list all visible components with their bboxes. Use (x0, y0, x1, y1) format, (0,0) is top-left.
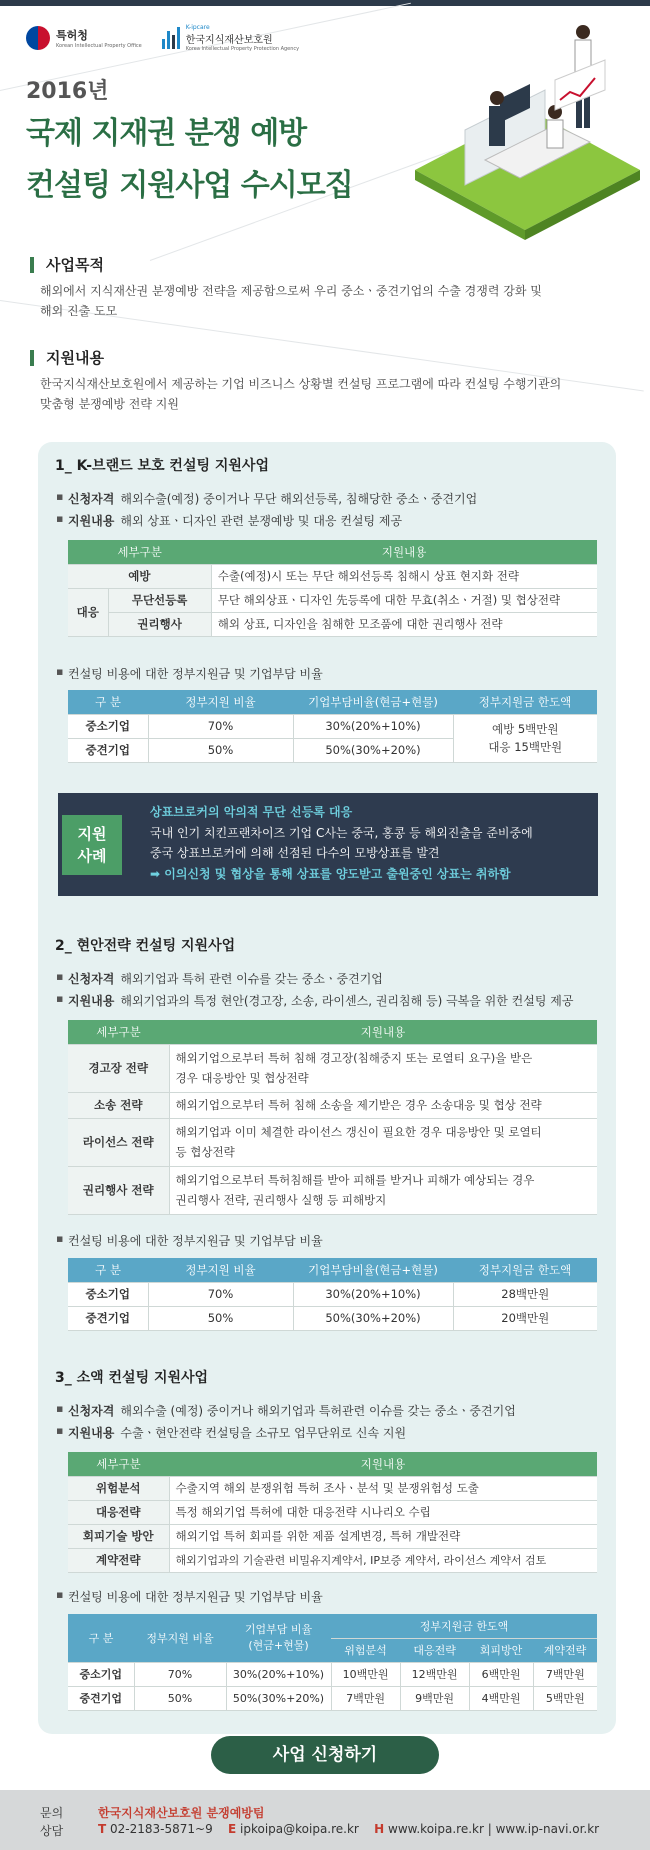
program2-eligibility: ▪ 신청자격 해외기업과 특허 관련 이슈를 갖는 중소ㆍ중견기업 (68, 970, 383, 987)
program2-cost-table (68, 1258, 597, 1331)
table-row: 경고장 전략 해외기업으로부터 특허 침해 경고장(침해중지 또는 로열티 요구)을 받은 경우 대응방안 및 협상전략 (68, 1044, 597, 1092)
kipo-subname: Korean Intellectual Property Office (56, 43, 142, 49)
purpose-line1: 해외에서 지식재산권 분쟁예방 전략을 제공함으로써 우리 중소ㆍ중견기업의 수출 경쟁력 강화 및 (40, 284, 542, 298)
table-subheader: 위험분석 대응전략 회피방안 계약전략 (68, 1638, 597, 1662)
table-row: 대응 무단선등록 무단 해외상표ㆍ디자인 先등록에 대한 무효(취소ㆍ거절) 및 협상전략 (68, 588, 597, 612)
program1-cost-label: ▪ 컨설팅 비용에 대한 정부지원금 및 기업부담 비율 (68, 665, 323, 682)
purpose-text (40, 281, 620, 321)
table-header: 구 분 정부지원 비율 기업부담비율(현금+현물) 정부지원금 한도액 (68, 690, 597, 714)
table-row: 권리행사 해외 상표, 디자인을 침해한 모조품에 대한 권리행사 전략 (68, 612, 597, 636)
table-row: 소송 전략 해외기업으로부터 특허 침해 소송을 제기받은 경우 소송대응 및 협상 전략 (68, 1092, 597, 1118)
year-label: 2016년 (26, 79, 109, 104)
table-row: 대응전략 특정 해외기업 특허에 대한 대응전략 시나리오 수립 (68, 1500, 597, 1524)
table-header: 구 분 정부지원 비율 기업부담비율(현금+현물) 정부지원금 한도액 (68, 1258, 597, 1282)
table-row: 권리행사 전략 해외기업으로부터 특허침해를 받아 피해를 받거나 피해가 예상되는 경우 권리행사 전략, 권리행사 실행 등 피해방지 (68, 1166, 597, 1214)
table-row: 예방 수출(예정)시 또는 무단 해외선등록 침해시 상표 현지화 전략 (68, 564, 597, 588)
section-support-heading: 지원내용 (30, 350, 104, 366)
email-link[interactable]: ipkoipa@koipa.re.kr (240, 1822, 359, 1836)
table-row: 중소기업 70% 30%(20%+10%) 10백만원 12백만원 6백만원 7백만원 (68, 1662, 597, 1686)
program3-heading: 3_ 소액 컨설팅 지원사업 (55, 1370, 209, 1386)
page-title-line2: 컨설팅 지원사업 수시모집 (26, 168, 353, 203)
limit-cell: 예방 5백만원 대응 15백만원 (453, 714, 597, 762)
program3-cost-label: ▪ 컨설팅 비용에 대한 정부지원금 및 기업부담 비율 (68, 1588, 323, 1605)
program3-cost-table (68, 1614, 597, 1711)
koipa-name: 한국지식재산보호원 (185, 35, 273, 46)
support-line1: 한국지식재산보호원에서 제공하는 기업 비즈니스 상황별 컨설팅 프로그램에 따라 컨설팅 수행기관의 (40, 377, 562, 391)
case-result: ➡ 이의신청 및 협상을 통해 상표를 양도받고 출원중인 상표는 취하함 (150, 867, 511, 881)
support-text (40, 374, 620, 414)
footer-org: 한국지식재산보호원 분쟁예방팀 (98, 1806, 265, 1820)
program3-content: ▪ 지원내용 수출ㆍ현안전략 컨설팅을 소규모 업무단위로 신속 지원 (68, 1424, 406, 1441)
program1-cost-table (68, 690, 597, 763)
table-header: 세부구분 지원내용 (68, 1452, 597, 1476)
koipa-subname: Korea Intellectual Property Protection Agency (185, 46, 300, 52)
logo-bar (26, 24, 299, 52)
table-row: 중견기업 50% 50%(30%+20%) 20백만원 (68, 1306, 597, 1330)
program2-cost-label: ▪ 컨설팅 비용에 대한 정부지원금 및 기업부담 비율 (68, 1232, 323, 1249)
support-case-box (58, 793, 598, 896)
program1-content: ▪ 지원내용 해외 상표ㆍ디자인 관련 분쟁예방 및 대응 컨설팅 제공 (68, 512, 402, 529)
program2-detail-table (68, 1020, 597, 1215)
table-row: 라이선스 전략 해외기업과 이미 체결한 라이선스 갱신이 필요한 경우 대응방안 및 로열티 등 협상전략 (68, 1118, 597, 1166)
case-body: 국내 인기 치킨프랜차이즈 기업 C사는 중국, 홍콩 등 해외진출을 준비중에 중국 상표브로커에 의해 선점된 다수의 모방상표를 발견 (150, 826, 533, 860)
taegeuk-icon (26, 26, 50, 50)
program1-detail-table (68, 540, 597, 637)
website-link[interactable]: www.koipa.re.kr | www.ip-navi.or.kr (388, 1822, 600, 1836)
office-meeting-illustration (405, 20, 640, 240)
apply-button[interactable]: 사업 신청하기 (211, 1736, 439, 1774)
footer-contacts: T 02-2183-5871~9 E ipkoipa@koipa.re.kr H www.koipa.re.kr | www.ip-navi.or.kr (98, 1822, 600, 1836)
program3-eligibility: ▪ 신청자격 해외수출 (예정) 중이거나 해외기업과 특허관련 이슈를 갖는 중소ㆍ중견기업 (68, 1402, 516, 1419)
case-badge: 지원 사례 (62, 815, 122, 875)
program3-detail-table (68, 1452, 597, 1573)
top-bar (0, 0, 650, 6)
table-header: 세부구분 지원내용 (68, 540, 597, 564)
case-title: 상표브로커의 악의적 무단 선등록 대응 (150, 805, 353, 819)
program1-heading: 1_ K-브랜드 보호 컨설팅 지원사업 (55, 458, 269, 474)
phone-link[interactable]: 02-2183-5871~9 (110, 1822, 213, 1836)
koipa-logo[interactable] (162, 24, 299, 52)
koipa-small: K-ipcare (185, 24, 210, 31)
table-row: 회피기술 방안 해외기업 특허 회피를 위한 제품 설계변경, 특허 개발전략 (68, 1524, 597, 1548)
program2-heading: 2_ 현안전략 컨설팅 지원사업 (55, 938, 236, 954)
table-row: 중견기업 50% 50%(30%+20%) 7백만원 9백만원 4백만원 5백만원 (68, 1686, 597, 1710)
table-header: 구 분 정부지원 비율 기업부담 비율 (현금+현물) 정부지원금 한도액 (68, 1614, 597, 1638)
kipo-logo[interactable] (26, 26, 142, 50)
program2-content: ▪ 지원내용 해외기업과의 특정 현안(경고장, 소송, 라이센스, 권리침해 등) 극복을 위한 컨설팅 제공 (68, 992, 573, 1009)
table-row: 계약전략 해외기업과의 기술관련 비밀유지계약서, IP보증 계약서, 라이선스 계약서 검토 (68, 1548, 597, 1572)
table-row: 위험분석 수출지역 해외 분쟁위험 특허 조사ㆍ분석 및 분쟁위험성 도출 (68, 1476, 597, 1500)
program1-eligibility: ▪ 신청자격 해외수출(예정) 중이거나 무단 해외선등록, 침해당한 중소ㆍ중견기업 (68, 490, 477, 507)
koipa-bars-icon (162, 27, 180, 49)
contact-footer (0, 1790, 650, 1850)
support-line2: 맞춤형 분쟁예방 전략 지원 (40, 397, 179, 411)
section-purpose-heading: 사업목적 (30, 257, 104, 273)
kipo-name: 특허청 (56, 29, 88, 42)
purpose-line2: 해외 진출 도모 (40, 304, 118, 318)
footer-labels: 문의 상담 (40, 1806, 64, 1838)
table-row: 중소기업 70% 30%(20%+10%) 예방 5백만원 대응 15백만원 (68, 714, 597, 738)
table-row: 중견기업 50% 50%(30%+20%) (68, 738, 597, 762)
page-title-line1: 국제 지재권 분쟁 예방 (26, 116, 307, 151)
table-row: 중소기업 70% 30%(20%+10%) 28백만원 (68, 1282, 597, 1306)
table-header: 세부구분 지원내용 (68, 1020, 597, 1044)
